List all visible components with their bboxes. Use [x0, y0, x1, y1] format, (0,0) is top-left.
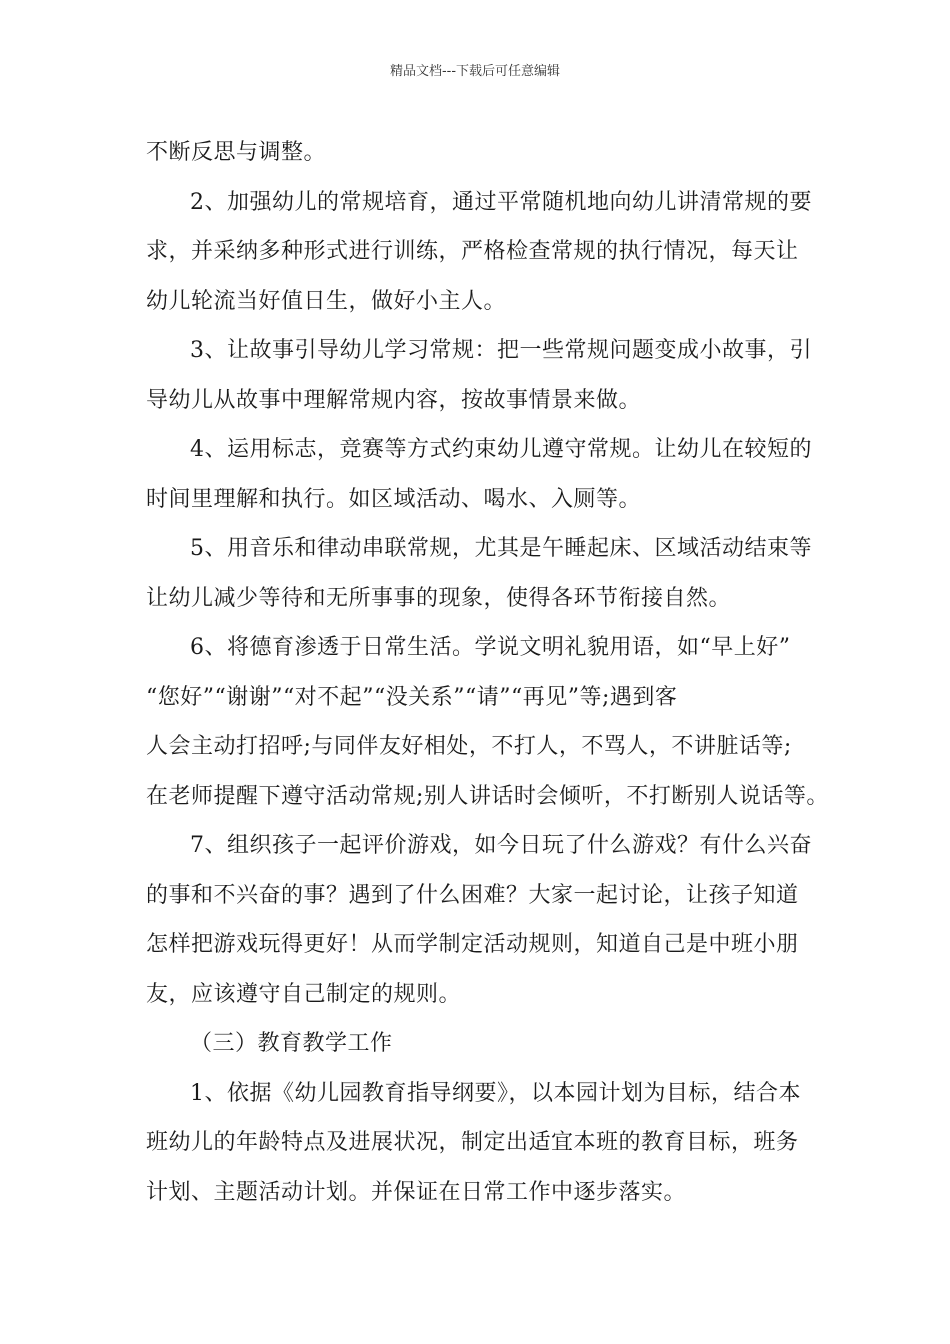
text-line: 计划、主题活动计划。并保证在日常工作中逐步落实。 [146, 1179, 687, 1205]
text-line: 4、运用标志，竞赛等方式约束幼儿遵守常规。让幼儿在较短的 [190, 437, 812, 462]
text-line: 7、组织孩子一起评价游戏，如今日玩了什么游戏？有什么兴奋 [190, 833, 812, 858]
text-line: 不断反思与调整。 [146, 140, 327, 165]
text-line: 人会主动打招呼;与同伴友好相处，不打人，不骂人，不讲脏话等; [146, 734, 792, 759]
body-text [146, 128, 829, 1217]
text-line: 1、依据《幼儿园教育指导纲要》，以本园计划为目标，结合本 [190, 1080, 801, 1106]
text-line: 友，应该遵守自己制定的规则。 [146, 981, 462, 1007]
page-header: 精品文档---下载后可任意编辑 [389, 64, 561, 79]
text-line: 班幼儿的年龄特点及进展状况，制定出适宜本班的教育目标，班务 [146, 1130, 799, 1155]
text-line: 让幼儿减少等待和无所事事的现象，使得各环节衔接自然。 [146, 585, 732, 611]
text-line: 2、加强幼儿的常规培育，通过平常随机地向幼儿讲清常规的要 [190, 189, 812, 215]
text-line: 导幼儿从故事中理解常规内容，按故事情景来做。 [146, 387, 642, 413]
text-line: 6、将德育渗透于日常生活。学说文明礼貌用语，如“早上好” [190, 635, 791, 660]
text-line: 时间里理解和执行。如区域活动、喝水、入厕等。 [146, 486, 642, 512]
text-line: 在老师提醒下遵守活动常规;别人讲话时会倾听，不打断别人说话等。 [146, 783, 829, 809]
text-line: 的事和不兴奋的事？遇到了什么困难？大家一起讨论，让孩子知道 [146, 882, 799, 908]
section-heading: （三）教育教学工作 [190, 1031, 393, 1056]
text-line: 怎样把游戏玩得更好！从而学制定活动规则，知道自己是中班小朋 [146, 932, 799, 957]
text-line: 求，并采纳多种形式进行训练，严格检查常规的执行情况，每天让 [146, 239, 799, 264]
text-line: 3、让故事引导幼儿学习常规：把一些常规问题变成小故事，引 [190, 338, 812, 363]
text-line: 5、用音乐和律动串联常规，尤其是午睡起床、区域活动结束等 [190, 536, 812, 561]
text-line: 幼儿轮流当好值日生，做好小主人。 [146, 288, 507, 314]
text-line: “您好”“谢谢”“对不起”“没关系”“请”“再见”等;遇到客 [146, 684, 678, 710]
